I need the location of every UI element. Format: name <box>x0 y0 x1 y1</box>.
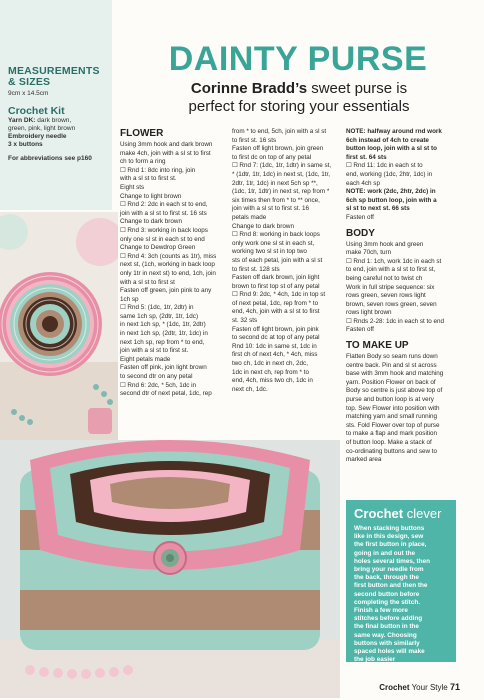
instruction-line: Body so centre is just above top of <box>346 387 443 395</box>
instruction-line: to end, join with a sl st to first st, <box>346 266 436 274</box>
instruction-line: purse and button loop is at very <box>346 396 434 404</box>
instruction-line: of button loop. Make a stack of <box>346 439 432 446</box>
tip-line: like in this design, sew <box>354 533 424 541</box>
instruction-line: in next 1ch sp, * (1dc, 1tr, 2dtr) <box>120 321 206 329</box>
instruction-line: ☐ Rnd 9: 2dc, * 4ch, 1dc in top st <box>232 291 326 299</box>
instruction-line: ☐ Rnd 2: 2dc in each st to end, <box>120 201 208 209</box>
instruction-line: Fasten off dark brown, join light <box>232 274 320 282</box>
instruction-line: co-ordinating buttons and sew to <box>346 447 438 455</box>
instruction-line: in next 1ch sp, (2dtr, 1tr, 1dc) in <box>120 330 208 338</box>
instruction-line: petals made <box>232 213 267 221</box>
kit-title: Crochet Kit <box>8 105 65 117</box>
instruction-line: brown to first top st of any petal <box>232 282 320 290</box>
measurements-title <box>8 66 104 88</box>
tip-line: holes several times, then <box>354 557 431 565</box>
kit-yarn-label: Yarn DK: <box>8 117 36 124</box>
instruction-line: to first st. 128 sts <box>232 265 280 273</box>
instruction-line: rows green, seven rows light <box>346 292 426 300</box>
body-section-title: BODY <box>346 227 375 239</box>
footer-brand: Crochet <box>379 683 410 692</box>
instruction-line: (1dc, 1tr, 1dtr) in next st, rep from * <box>232 188 330 196</box>
instruction-line: ☐ Rnds 2-28: 1dc in each st to end <box>346 317 445 325</box>
tip-line: the job easier <box>354 656 396 664</box>
instruction-line: to first dc on top of any petal <box>232 153 312 161</box>
instruction-line: to second dtr on any petal <box>120 373 193 381</box>
instruction-line: Using 3mm hook and green <box>346 240 424 248</box>
instruction-line: Rnd 10: 1dc in same st, 1dc in <box>232 342 317 350</box>
instruction-line: centre back. Pin and sl st across <box>346 361 437 369</box>
instruction-line: Eight petals made <box>120 355 171 363</box>
instruction-line: same 1ch sp, (2dtr, 1tr, 1dc) <box>120 312 199 320</box>
tip-body <box>354 525 448 664</box>
instruction-line: ☐ Rnd 1: 1ch, work 1dc in each st <box>346 257 442 265</box>
note-button-loop <box>346 128 474 162</box>
instruction-line: sts of each petal, join with a sl st <box>232 256 323 264</box>
purse-photo-image <box>0 440 340 698</box>
instruction-line: Fasten off pink, join light brown <box>120 364 207 372</box>
makeup-lines <box>346 353 474 465</box>
instruction-line: top. Sew Flower into position with <box>346 404 440 412</box>
instruction-line: st. 32 sts <box>232 317 258 325</box>
note-line: 6ch instead of 4ch to create <box>346 136 429 144</box>
note-line: 6ch sp button loop, join with a <box>346 196 437 204</box>
instruction-line: make 70ch, turn <box>346 249 392 257</box>
instruction-line: ☐ Rnd 3: working in back loops <box>120 226 208 234</box>
instruction-line: Fasten off green, join pink to any <box>120 287 212 295</box>
fasten-off-line: Fasten off <box>346 213 374 221</box>
instruction-line: to first st. 16 sts <box>232 136 277 144</box>
tip-line: going in and out the <box>354 549 416 557</box>
instruction-line: ☐ Rnd 5: (1dc, 1tr, 2dtr) in <box>120 304 194 312</box>
instruction-line: next 1ch sp, rep from * to end, <box>120 338 205 346</box>
instruction-line: next ch, 1dc. <box>232 385 268 393</box>
instruction-line: each 4ch sp <box>346 179 380 187</box>
flower-instructions-col-1 <box>120 128 228 399</box>
instruction-line: Fasten off <box>346 326 374 334</box>
measurements-title-line-2: & SIZES <box>8 76 51 88</box>
instruction-line: end, 4ch, miss two ch, 1dc in <box>232 377 313 385</box>
instruction-line: only 1tr in next st) to end, 1ch, join <box>120 269 216 277</box>
page-title: DAINTY PURSE <box>168 40 428 78</box>
tip-line: second button before <box>354 590 420 598</box>
instruction-line: of next petal, 1dc, rep from * to <box>232 299 319 307</box>
instruction-line: to make a flap and mark position <box>346 430 438 438</box>
instruction-line: from * to end, 5ch, join with a sl st <box>232 128 327 135</box>
page-number: 71 <box>449 682 460 692</box>
tip-line: When stacking buttons <box>354 525 425 532</box>
tip-title <box>354 506 448 521</box>
instruction-line: ☐ Rnd 4: 3ch (counts as 1tr), miss <box>120 252 217 260</box>
tip-line: first button and then the <box>354 582 428 590</box>
tagline-part-2: perfect for storing your essentials <box>188 98 410 115</box>
instruction-line: ☐ Rnd 11: 1dc in each st to <box>346 162 423 170</box>
instruction-line: two ch, 1dc in next ch, 2dc, <box>232 360 308 368</box>
designer-name: Corinne Bradd’s <box>190 80 308 97</box>
instruction-line: six times then from * to ** once, <box>232 196 320 204</box>
instruction-line: Fasten off light brown, join pink <box>232 325 319 333</box>
note-button-loop-sts <box>346 188 474 214</box>
tip-line: same way. Choosing <box>354 631 417 639</box>
instruction-line: Change to dark brown <box>232 222 294 230</box>
tip-line: Finish a few more <box>354 607 408 615</box>
instruction-line: 1ch sp <box>120 295 139 303</box>
measurements-title-line-1: MEASUREMENTS <box>8 65 100 77</box>
note-line: NOTE: work (2dc, 2htr, 2dc) in <box>346 188 436 196</box>
tip-title-light: clever <box>403 506 442 521</box>
instruction-line: to second dc at top of any petal <box>232 334 320 342</box>
kit-needle-text: Embroidery needle <box>8 133 67 140</box>
page-footer <box>379 682 460 692</box>
tip-line: the back, through the <box>354 574 419 582</box>
footer-magazine: Your Style <box>409 683 450 692</box>
measurements-value: 9cm x 14.5cm <box>8 90 49 97</box>
flower-lines-b <box>232 128 340 394</box>
instruction-line: rows light brown <box>346 309 392 317</box>
flower-photo <box>0 212 118 440</box>
makeup-section-title: TO MAKE UP <box>346 340 409 352</box>
abbreviations-note: For abbreviations see p160 <box>8 155 92 162</box>
instruction-line: Work in full stripe sequence: six <box>346 283 435 291</box>
instruction-line: with a sl st to first st. <box>120 175 177 183</box>
flower-section-title: FLOWER <box>120 128 164 139</box>
instruction-line: first ch of next 4ch, * 4ch, miss <box>232 351 318 359</box>
instruction-line: Change to dark brown <box>120 218 182 226</box>
instruction-line: working two sl st in top two <box>232 248 307 256</box>
instruction-line: being careful not to twist ch <box>346 274 423 282</box>
flower-lines-a <box>120 141 228 399</box>
instruction-line: brown, seven rows green, seven <box>346 300 437 308</box>
tip-line: the first button in place, <box>354 541 427 549</box>
instruction-line: make 4ch, join with a sl st to first <box>120 149 211 157</box>
tip-line: bring your needle from <box>354 566 424 574</box>
instruction-line: yarn. Position Flower on back of <box>346 378 436 386</box>
note-line: NOTE: halfway around rnd work <box>346 128 442 135</box>
kit-yarn-colors: dark brown, <box>35 117 72 124</box>
measurements-sidebar <box>0 0 112 210</box>
instruction-line: end, working (1dc, 2htr, 1dc) in <box>346 170 433 178</box>
instructions-col-3 <box>346 128 474 465</box>
instruction-line: Using 3mm hook and dark brown <box>120 141 213 148</box>
instruction-line: join with a sl st to first st. 16 <box>232 205 309 213</box>
instruction-line: 1dc in next ch, rep from * to <box>232 368 309 376</box>
instruction-line: ☐ Rnd 8: working in back loops <box>232 231 320 239</box>
kit-buttons <box>8 141 104 149</box>
instruction-line: Change to light brown <box>120 192 182 200</box>
kit-yarn <box>8 117 104 125</box>
flower-instructions-col-2 <box>232 128 340 394</box>
purse-photo <box>0 440 340 698</box>
note-line: button loop, join with a sl st to <box>346 145 437 153</box>
flower-photo-image <box>0 212 118 440</box>
tip-line: stitches before adding <box>354 615 423 623</box>
page-subtitle <box>124 80 474 116</box>
instruction-line: with a sl st to first st <box>120 278 175 286</box>
instruction-line: ☐ Rnd 7: (1dc, 1tr, 1dtr) in same st, <box>232 162 332 170</box>
tip-title-bold: Crochet <box>354 506 404 521</box>
tip-line: buttons with similarly <box>354 639 420 647</box>
kit-buttons-text: 3 x buttons <box>8 141 43 148</box>
instruction-line: base with 3mm hook and matching <box>346 370 444 378</box>
instruction-line: marked area <box>346 456 382 464</box>
kit-yarn-colors-2: green, pink, light brown <box>8 125 76 132</box>
instruction-line: only one sl st in each st to end <box>120 235 205 243</box>
instruction-line: matching yarn and small running <box>346 413 438 421</box>
instruction-line: ☐ Rnd 6: 2dc, * 5ch, 1dc in <box>120 381 197 389</box>
instruction-line: ch to form a ring <box>120 158 166 166</box>
instruction-line: Flatten Body so seam runs down <box>346 353 438 361</box>
tip-line: completing the stitch. <box>354 598 421 606</box>
instruction-line: join with a sl st to first st. 16 sts <box>120 209 207 217</box>
round-11-lines <box>346 162 474 188</box>
instruction-line: join with a sl st to first st. <box>120 347 189 355</box>
instruction-line: Fasten off light brown, join green <box>232 145 324 153</box>
instruction-line: ☐ Rnd 1: 8dc into ring, join <box>120 166 196 174</box>
kit-needle <box>8 133 104 141</box>
tagline-part-1: sweet purse is <box>307 80 408 97</box>
instruction-line: second dtr of next petal, 1dc, rep <box>120 390 212 398</box>
tip-line: the final button in the <box>354 623 419 631</box>
instruction-line: end, 4ch, join with a sl st to first <box>232 308 320 316</box>
instruction-line: sts. Fold Flower over top of purse <box>346 421 440 429</box>
instruction-line: 2dtr, 1tr, 1dc) in next 5ch sp **, <box>232 179 318 187</box>
instruction-line: Change to Dewdrop Green <box>120 244 196 252</box>
instruction-line: only work one sl st in each st, <box>232 239 315 247</box>
crochet-clever-tip <box>346 500 456 662</box>
instruction-line: * (1dtr, 1tr, 1dc) in next st, (1dc, 1tr, <box>232 170 330 178</box>
note-line: sl st to next st. 66 sts <box>346 205 410 213</box>
note-line: first st. 64 sts <box>346 153 387 161</box>
instruction-line: next st, (1ch, working in back loop <box>120 261 215 269</box>
tip-line: spaced holes will make <box>354 648 425 656</box>
body-lines <box>346 241 474 336</box>
instruction-line: Eight sts <box>120 183 145 191</box>
